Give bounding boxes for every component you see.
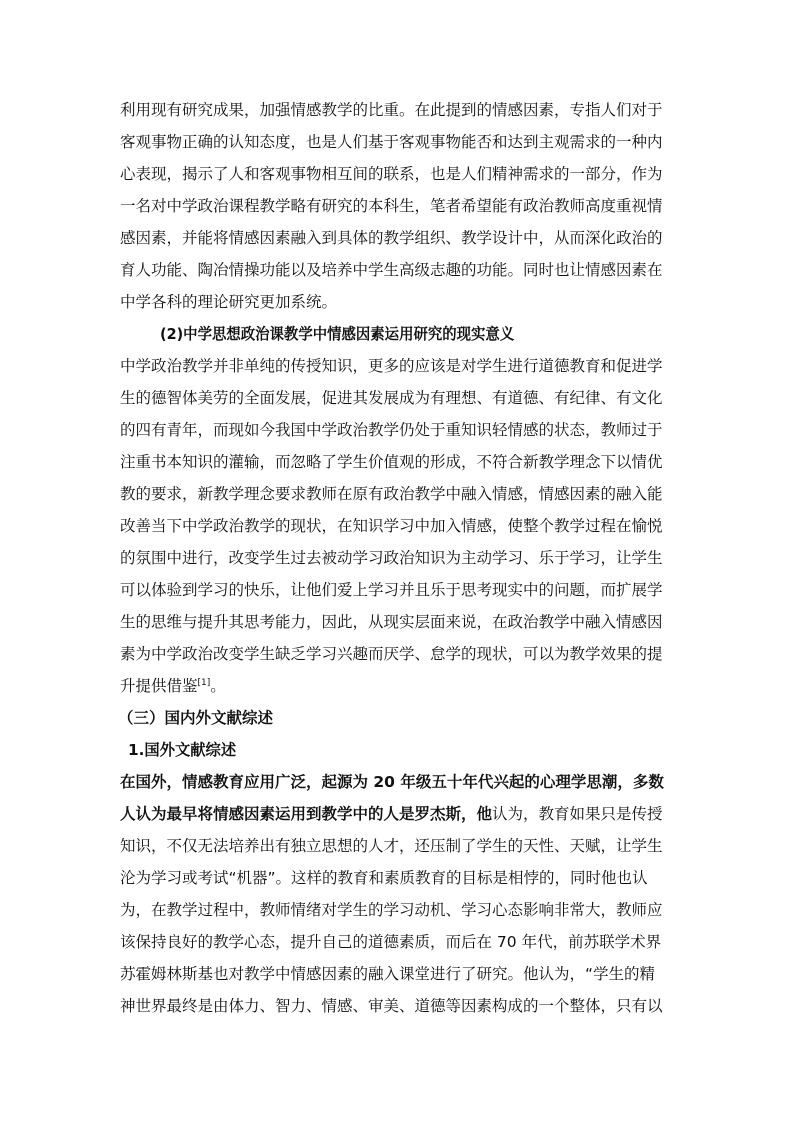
paragraph-line: 沦为学习或考试“机器”。这样的教育和素质教育的目标是相悖的，同时他也认 — [120, 869, 648, 887]
paragraph-line: 在国外，情感教育应用广泛，起源为 20 年级五十年代兴起的心理学思潮，多数 — [120, 773, 664, 791]
paragraph-line: 的氛围中进行，改变学生过去被动学习政治知识为主动学习、乐于学习，让学生 — [120, 549, 663, 567]
paragraph-line: 为，在教学过程中，教师情绪对学生的学习动机、学习心态影响非常大，教师应 — [120, 901, 663, 919]
paragraph-text: 升提供借鉴 — [120, 677, 198, 695]
paragraph-line: 一名对中学政治课程教学略有研究的本科生，笔者希望能有政治教师高度重视情 — [120, 197, 663, 215]
paragraph-line: 的四有青年，而现如今我国中学政治教学仍处于重知识轻情感的状态，教师过于 — [120, 421, 663, 439]
paragraph-line: 心表现，揭示了人和客观事物相互间的联系，也是人们精神需求的一部分，作为 — [120, 165, 663, 183]
paragraph-line: 改善当下中学政治教学的现状，在知识学习中加入情感，使整个教学过程在愉悦 — [120, 517, 663, 535]
paragraph-line: 苏霍姆林斯基也对教学中情感因素的融入课堂进行了研究。他认为，“学生的精 — [120, 965, 656, 983]
paragraph-line: 生的德智体美劳的全面发展，促进其发展成为有理想、有道德、有纪律、有文化 — [120, 389, 663, 407]
bold-text: 人认为最早将情感因素运用到教学中的人是罗杰斯，他 — [120, 805, 493, 823]
paragraph-line: 客观事物正确的认知态度，也是人们基于客观事物能否和达到主观需求的一种内 — [120, 133, 663, 151]
paragraph-line: 知识，不仅无法培养出有独立思想的人才，还压制了学生的天性、天赋，让学生 — [120, 837, 663, 855]
sentence-end: 。 — [210, 677, 226, 695]
paragraph-line: 感因素，并能将情感因素融入到具体的教学组织、教学设计中，从而深化政治的 — [120, 229, 663, 247]
paragraph-line: 中学各科的理论研究更加系统。 — [120, 293, 338, 311]
paragraph-line: 中学政治教学并非单纯的传授知识，更多的应该是对学生进行道德教育和促进学 — [120, 357, 663, 375]
paragraph-line — [120, 676, 680, 696]
paragraph-line: 可以体验到学习的快乐，让他们爱上学习并且乐于思考现实中的问题，而扩展学 — [120, 581, 663, 599]
paragraph-line: 利用现有研究成果，加强情感教学的比重。在此提到的情感因素，专指人们对于 — [120, 101, 663, 119]
paragraph-line: 育人功能、陶冶情操功能以及培养中学生高级志趣的功能。同时也让情感因素在 — [120, 261, 663, 279]
paragraph-line: 该保持良好的教学心态，提升自己的道德素质，而后在 70 年代，前苏联学术界 — [120, 933, 662, 951]
paragraph-line: 教的要求，新教学理念要求教师在原有政治教学中融入情感，情感因素的融入能 — [120, 485, 663, 503]
paragraph-line — [120, 804, 680, 824]
paragraph-line: 神世界最终是由体力、智力、情感、审美、道德等因素构成的一个整体，只有以 — [120, 997, 663, 1015]
citation-reference: [1] — [197, 677, 211, 688]
subsection-heading: (2)中学思想政治课教学中情感因素运用研究的现实意义 — [160, 325, 515, 343]
paragraph-line: 素为中学政治改变学生缺乏学习兴趣而厌学、怠学的现状，可以为教学效果的提 — [120, 645, 663, 663]
section-heading: （三）国内外文献综述 — [118, 709, 274, 727]
paragraph-text: 认为，教育如果只是传授 — [492, 805, 663, 823]
paragraph-line: 注重书本知识的灌输，而忽略了学生价值观的形成，不符合新教学理念下以情优 — [120, 453, 663, 471]
subsection-heading: 1.国外文献综述 — [128, 741, 237, 759]
paragraph-line: 生的思维与提升其思考能力，因此，从现实层面来说，在政治教学中融入情感因 — [120, 613, 663, 631]
